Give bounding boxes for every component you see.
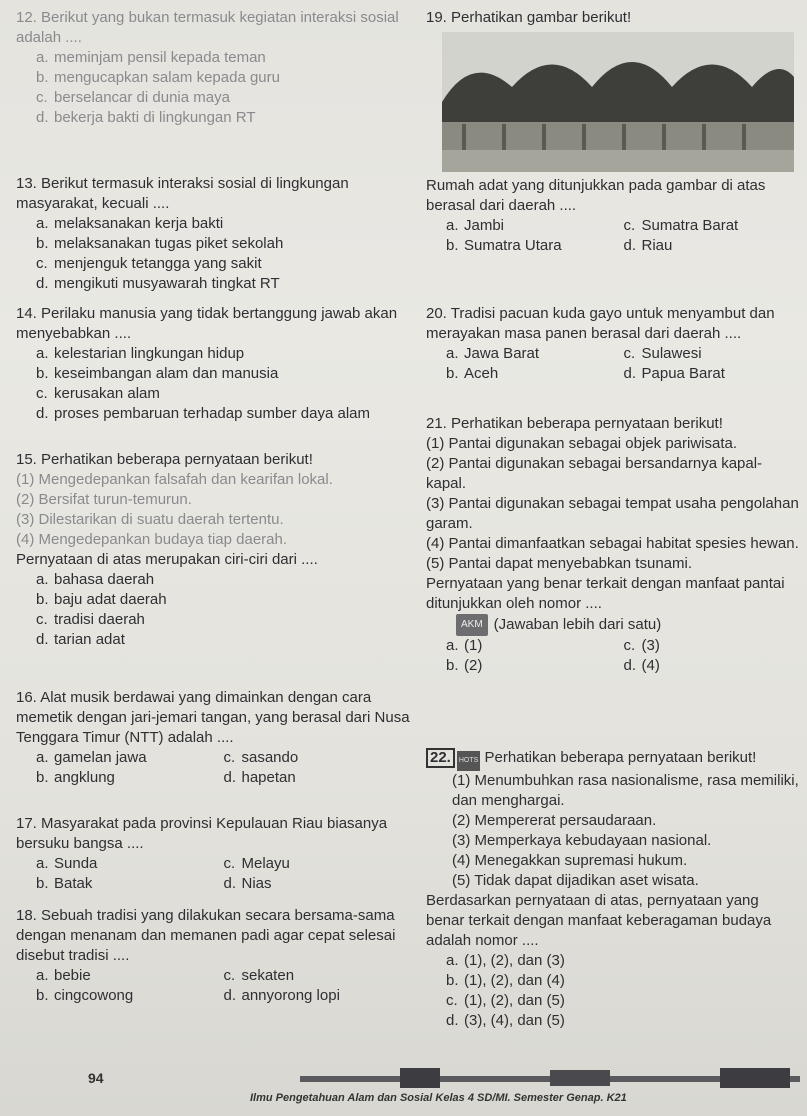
q21-statement-1: (1) Pantai digunakan sebagai objek pariwisata. bbox=[426, 435, 738, 452]
q20-option-c[interactable]: c. Sulawesi bbox=[623, 345, 702, 362]
q19-option-d[interactable]: d. Riau bbox=[623, 237, 673, 254]
q20-option-a[interactable]: a. Jawa Barat bbox=[446, 345, 540, 362]
q18-option-d[interactable]: d. annyorong lopi bbox=[223, 987, 340, 1004]
q22-statement-3: (3) Memperkaya kebudayaan nasional. bbox=[452, 832, 712, 849]
question-21 bbox=[426, 414, 801, 748]
question-19 bbox=[426, 8, 801, 304]
question-18 bbox=[16, 906, 411, 1036]
footer-title: Ilmu Pengetahuan Alam dan Sosial Kelas 4 SD/MI. Semester Genap. K21 bbox=[250, 1092, 627, 1104]
question-22-stem-line bbox=[426, 748, 801, 771]
q12-option-c[interactable]: c. berselancar di dunia maya bbox=[36, 89, 230, 106]
q15-option-c[interactable]: c. tradisi daerah bbox=[36, 611, 145, 628]
q22-statement-1: (1) Menumbuhkan rasa nasionalisme, rasa memiliki, dan menghargai. bbox=[452, 772, 799, 809]
q21-option-b[interactable]: b. (2) bbox=[446, 657, 483, 674]
question-15-stem: 15. Perhatikan beberapa pernyataan berikut! bbox=[16, 451, 313, 468]
q21-statement-4: (4) Pantai dimanfaatkan sebagai habitat spesies hewan. bbox=[426, 535, 799, 552]
question-20 bbox=[426, 304, 801, 414]
akm-badge: AKM bbox=[456, 614, 488, 636]
hots-badge: HOTS bbox=[457, 751, 480, 771]
question-22-stem: Perhatikan beberapa pernyataan berikut! bbox=[484, 749, 757, 766]
q12-option-a[interactable]: a. meminjam pensil kepada teman bbox=[36, 49, 266, 66]
q18-option-c[interactable]: c. sekaten bbox=[223, 967, 295, 984]
question-13 bbox=[16, 174, 411, 304]
q16-option-a[interactable]: a. gamelan jawa bbox=[36, 749, 147, 766]
question-13-stem: 13. Berikut termasuk interaksi sosial di lingkungan masyarakat, kecuali .... bbox=[16, 175, 349, 212]
q21-statement-3: (3) Pantai digunakan sebagai tempat usaha pengolahan garam. bbox=[426, 495, 799, 532]
q13-option-a[interactable]: a. melaksanakan kerja bakti bbox=[36, 215, 224, 232]
question-22-number: 22. bbox=[426, 748, 455, 768]
q13-option-d[interactable]: d. mengikuti musyawarah tingkat RT bbox=[36, 275, 280, 292]
q14-option-a[interactable]: a. kelestarian lingkungan hidup bbox=[36, 345, 245, 362]
q21-note: (Jawaban lebih dari satu) bbox=[493, 615, 662, 633]
question-17-stem: 17. Masyarakat pada provinsi Kepulauan Riau biasanya bersuku bangsa .... bbox=[16, 815, 388, 852]
question-19-stem: 19. Perhatikan gambar berikut! bbox=[426, 9, 632, 26]
q17-option-a[interactable]: a. Sunda bbox=[36, 855, 98, 872]
question-17 bbox=[16, 814, 411, 906]
q19-caption: Rumah adat yang ditunjukkan pada gambar di atas berasal dari daerah .... bbox=[426, 177, 766, 214]
q21-statement-5: (5) Pantai dapat menyebabkan tsunami. bbox=[426, 555, 692, 572]
q12-option-d[interactable]: d. bekerja bakti di lingkungan RT bbox=[36, 109, 256, 126]
q19-option-a[interactable]: a. Jambi bbox=[446, 217, 505, 234]
q13-option-b[interactable]: b. melaksanakan tugas piket sekolah bbox=[36, 235, 284, 252]
q21-option-c[interactable]: c. (3) bbox=[623, 637, 660, 654]
q21-question: Pernyataan yang benar terkait dengan manfaat pantai ditunjukkan oleh nomor .... bbox=[426, 575, 785, 612]
q15-question: Pernyataan di atas merupakan ciri-ciri dari .... bbox=[16, 551, 318, 568]
q20-option-d[interactable]: d. Papua Barat bbox=[623, 365, 725, 382]
q14-option-b[interactable]: b. keseimbangan alam dan manusia bbox=[36, 365, 279, 382]
q12-option-b[interactable]: b. mengucapkan salam kepada guru bbox=[36, 69, 280, 86]
q17-option-c[interactable]: c. Melayu bbox=[223, 855, 290, 872]
q15-option-a[interactable]: a. bahasa daerah bbox=[36, 571, 155, 588]
question-22 bbox=[426, 748, 801, 1048]
page-footer bbox=[0, 1060, 807, 1116]
q21-statement-2: (2) Pantai digunakan sebagai bersandarnya kapal-kapal. bbox=[426, 455, 763, 492]
q16-option-d[interactable]: d. hapetan bbox=[223, 769, 296, 786]
left-column bbox=[16, 8, 411, 1036]
question-12-stem: 12. Berikut yang bukan termasuk kegiatan interaksi sosial adalah .... bbox=[16, 9, 399, 46]
question-16 bbox=[16, 688, 411, 814]
question-12 bbox=[16, 8, 411, 174]
q15-statement-4: (4) Mengedepankan budaya tiap daerah. bbox=[16, 531, 288, 548]
q14-option-d[interactable]: d. proses pembaruan terhadap sumber daya alam bbox=[36, 405, 371, 422]
q21-option-d[interactable]: d. (4) bbox=[623, 657, 660, 674]
q16-option-c[interactable]: c. sasando bbox=[223, 749, 299, 766]
question-21-stem: 21. Perhatikan beberapa pernyataan berikut! bbox=[426, 415, 723, 432]
question-16-stem: 16. Alat musik berdawai yang dimainkan dengan cara memetik dengan jari-jemari tangan, yang berasal dari Nusa Tenggara Timur (NTT) adalah .... bbox=[16, 689, 410, 746]
q19-option-b[interactable]: b. Sumatra Utara bbox=[446, 237, 562, 254]
question-14-stem: 14. Perilaku manusia yang tidak bertanggung jawab akan menyebabkan .... bbox=[16, 305, 398, 342]
q18-option-a[interactable]: a. bebie bbox=[36, 967, 91, 984]
q22-option-d[interactable]: d. (3), (4), dan (5) bbox=[446, 1012, 565, 1029]
q15-statement-3: (3) Dilestarikan di suatu daerah tertentu. bbox=[16, 511, 284, 528]
q21-note-line bbox=[426, 614, 801, 636]
q22-statement-2: (2) Mempererat persaudaraan. bbox=[452, 812, 657, 829]
q22-option-a[interactable]: a. (1), (2), dan (3) bbox=[446, 952, 565, 969]
q15-statement-2: (2) Bersifat turun-temurun. bbox=[16, 491, 192, 508]
question-15 bbox=[16, 450, 411, 688]
q22-option-b[interactable]: b. (1), (2), dan (4) bbox=[446, 972, 565, 989]
rumah-gadang-photo bbox=[442, 32, 794, 172]
q22-question: Berdasarkan pernyataan di atas, pernyataan yang benar terkait dengan manfaat keberagaman budaya adalah nomor .... bbox=[426, 892, 772, 949]
question-14 bbox=[16, 304, 411, 450]
q15-statement-1: (1) Mengedepankan falsafah dan kearifan lokal. bbox=[16, 471, 333, 488]
q18-option-b[interactable]: b. cingcowong bbox=[36, 987, 134, 1004]
footer-decoration bbox=[300, 1068, 800, 1088]
question-20-stem: 20. Tradisi pacuan kuda gayo untuk menyambut dan merayakan masa panen berasal dari daerah .... bbox=[426, 305, 775, 342]
q16-option-b[interactable]: b. angklung bbox=[36, 769, 115, 786]
q15-option-d[interactable]: d. tarian adat bbox=[36, 631, 125, 648]
q19-option-c[interactable]: c. Sumatra Barat bbox=[623, 217, 739, 234]
q15-option-b[interactable]: b. baju adat daerah bbox=[36, 591, 167, 608]
page-number: 94 bbox=[88, 1070, 104, 1086]
q20-option-b[interactable]: b. Aceh bbox=[446, 365, 499, 382]
q14-option-c[interactable]: c. kerusakan alam bbox=[36, 385, 160, 402]
q22-option-c[interactable]: c. (1), (2), dan (5) bbox=[446, 992, 565, 1009]
q21-option-a[interactable]: a. (1) bbox=[446, 637, 483, 654]
q13-option-c[interactable]: c. menjenguk tetangga yang sakit bbox=[36, 255, 262, 272]
q17-option-d[interactable]: d. Nias bbox=[223, 875, 272, 892]
question-18-stem: 18. Sebuah tradisi yang dilakukan secara bersama-sama dengan menanam dan memanen padi agar cepat selesai disebut tradisi .... bbox=[16, 907, 396, 964]
q22-statement-5: (5) Tidak dapat dijadikan aset wisata. bbox=[452, 872, 699, 889]
right-column bbox=[426, 8, 801, 1048]
q22-statement-4: (4) Menegakkan supremasi hukum. bbox=[452, 852, 688, 869]
q17-option-b[interactable]: b. Batak bbox=[36, 875, 93, 892]
